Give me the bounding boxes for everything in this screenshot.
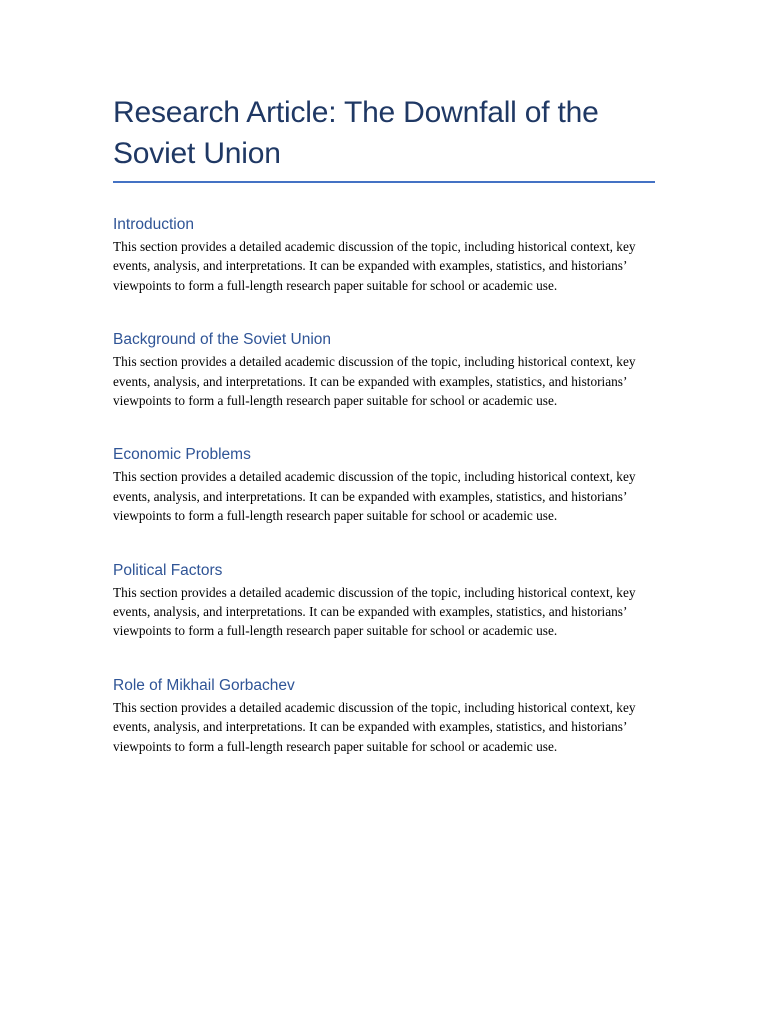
- section-body-text: This section provides a detailed academic discussion of the topic, including historical context, key events, analysis, and interpretations. It can be expanded with examples, statistics, and historians’ viewpoints to form a full-length research paper suitable for school or academic use.: [113, 584, 636, 639]
- title-underline-rule: [113, 181, 655, 183]
- section-heading: Economic Problems: [113, 446, 251, 464]
- section-background: [113, 330, 655, 410]
- document-title: Research Article: The Downfall of the Soviet Union: [113, 96, 599, 170]
- section-heading: Background of the Soviet Union: [113, 331, 331, 349]
- section-economic-problems: [113, 445, 655, 525]
- section-body-text: This section provides a detailed academic discussion of the topic, including historical context, key events, analysis, and interpretations. It can be expanded with examples, statistics, and historians’ viewpoints to form a full-length research paper suitable for school or academic use.: [113, 699, 636, 754]
- section-body-text: This section provides a detailed academic discussion of the topic, including historical context, key events, analysis, and interpretations. It can be expanded with examples, statistics, and historians’ viewpoints to form a full-length research paper suitable for school or academic use.: [113, 354, 636, 409]
- section-heading: Role of Mikhail Gorbachev: [113, 676, 295, 694]
- section-introduction: [113, 215, 655, 295]
- section-heading: Political Factors: [113, 561, 223, 579]
- section-body-text: This section provides a detailed academic discussion of the topic, including historical context, key events, analysis, and interpretations. It can be expanded with examples, statistics, and historians’ viewpoints to form a full-length research paper suitable for school or academic use.: [113, 239, 636, 293]
- section-heading: Introduction: [113, 216, 194, 233]
- document-page: [113, 92, 655, 756]
- section-gorbachev: [113, 676, 655, 756]
- section-body-text: This section provides a detailed academic discussion of the topic, including historical context, key events, analysis, and interpretations. It can be expanded with examples, statistics, and historians’ viewpoints to form a full-length research paper suitable for school or academic use.: [113, 469, 636, 524]
- section-political-factors: [113, 561, 655, 641]
